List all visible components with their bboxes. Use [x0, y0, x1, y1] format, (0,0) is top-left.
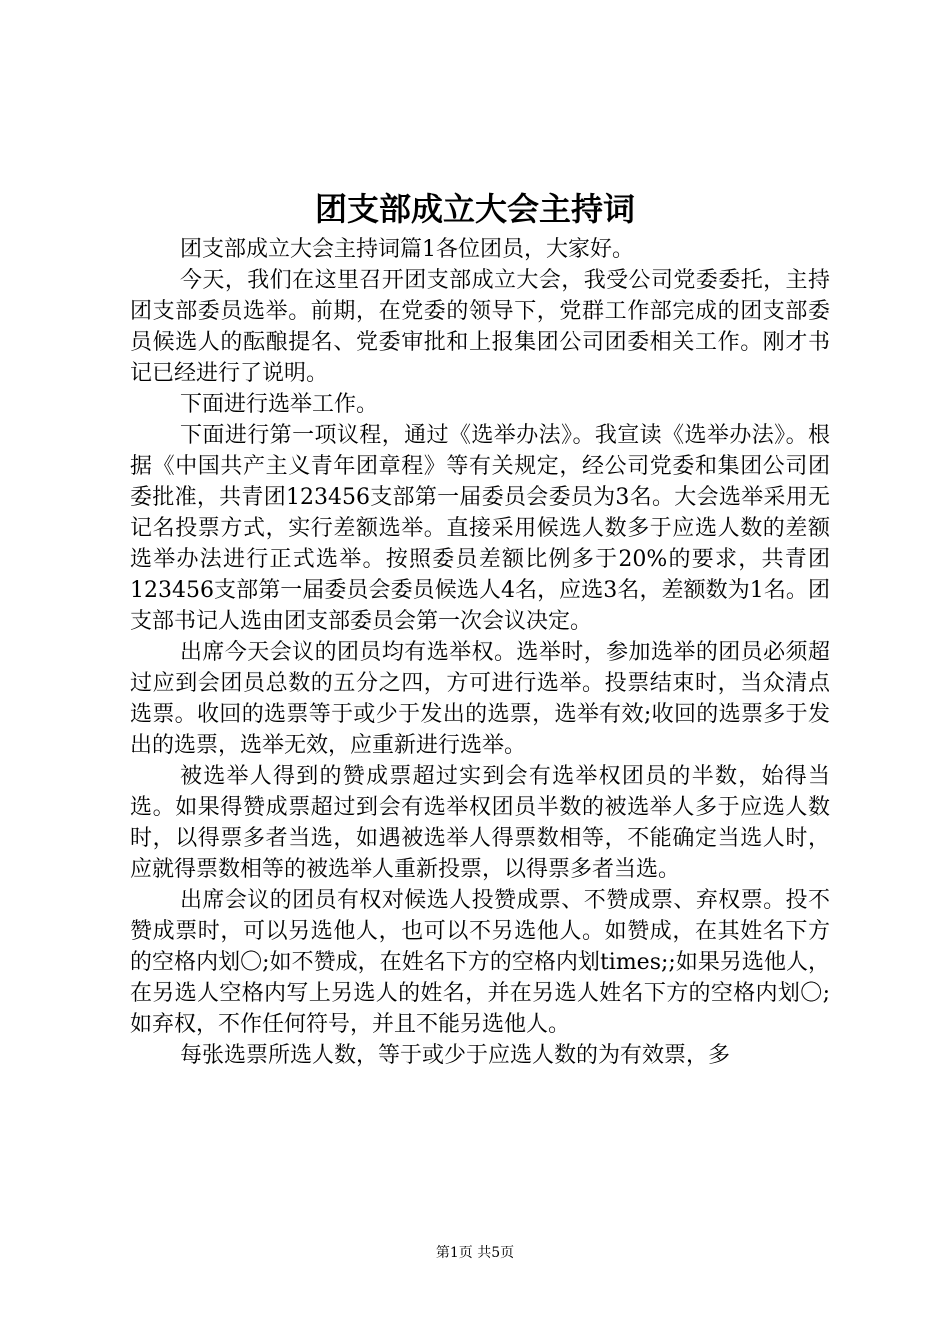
document-body [130, 234, 830, 1071]
document-title: 团支部成立大会主持词 [314, 190, 635, 228]
paragraph-3: 下面进行选举工作。 [180, 392, 379, 417]
page-footer: 第1页 共5页 [435, 1245, 515, 1261]
paragraph-4: 下面进行第一项议程，通过《选举办法》。我宣读《选举办法》。根据《中国共产主义青年团章程》等有关规定，经公司党委和集团公司团委批准，共青团123456支部第一届委员会委员为3名。大会选举采用无记名投票方式，实行差额选举。直接采用候选人数多于应选人数的差额选举办法进行正式选举。按照委员差额比例多于20%的要求，共青团123456支部第一届委员会委员候选人4名，应选3名，差额数为1名。团支部书记人选由团支部委员会第一次会议决定。 [130, 423, 830, 634]
paragraph-8: 每张选票所选人数，等于或少于应选人数的为有效票，多 [180, 1043, 731, 1068]
paragraph-5: 出席今天会议的团员均有选举权。选举时，参加选举的团员必须超过应到会团员总数的五分之四，方可进行选举。投票结束时，当众清点选票。收回的选票等于或少于发出的选票，选举有效;收回的选票多于发出的选票，选举无效，应重新进行选举。 [130, 640, 830, 758]
paragraph-1: 团支部成立大会主持词篇1各位团员，大家好。 [180, 237, 634, 262]
paragraph-7: 出席会议的团员有权对候选人投赞成票、不赞成票、弃权票。投不赞成票时，可以另选他人，也可以不另选他人。如赞成，在其姓名下方的空格内划〇;如不赞成，在姓名下方的空格内划times;;如果另选他人，在另选人空格内写上另选人的姓名，并在另选人姓名下方的空格内划〇;如弃权，不作任何符号，并且不能另选他人。 [130, 888, 830, 1037]
paragraph-2: 今天，我们在这里召开团支部成立大会，我受公司党委委托，主持团支部委员选举。前期，在党委的领导下，党群工作部完成的团支部委员候选人的酝酿提名、党委审批和上报集团公司团委相关工作。刚才书记已经进行了说明。 [130, 268, 830, 386]
paragraph-6: 被选举人得到的赞成票超过实到会有选举权团员的半数，始得当选。如果得赞成票超过到会有选举权团员半数的被选举人多于应选人数时，以得票多者当选，如遇被选举人得票数相等，不能确定当选人时，应就得票数相等的被选举人重新投票，以得票多者当选。 [130, 764, 830, 882]
